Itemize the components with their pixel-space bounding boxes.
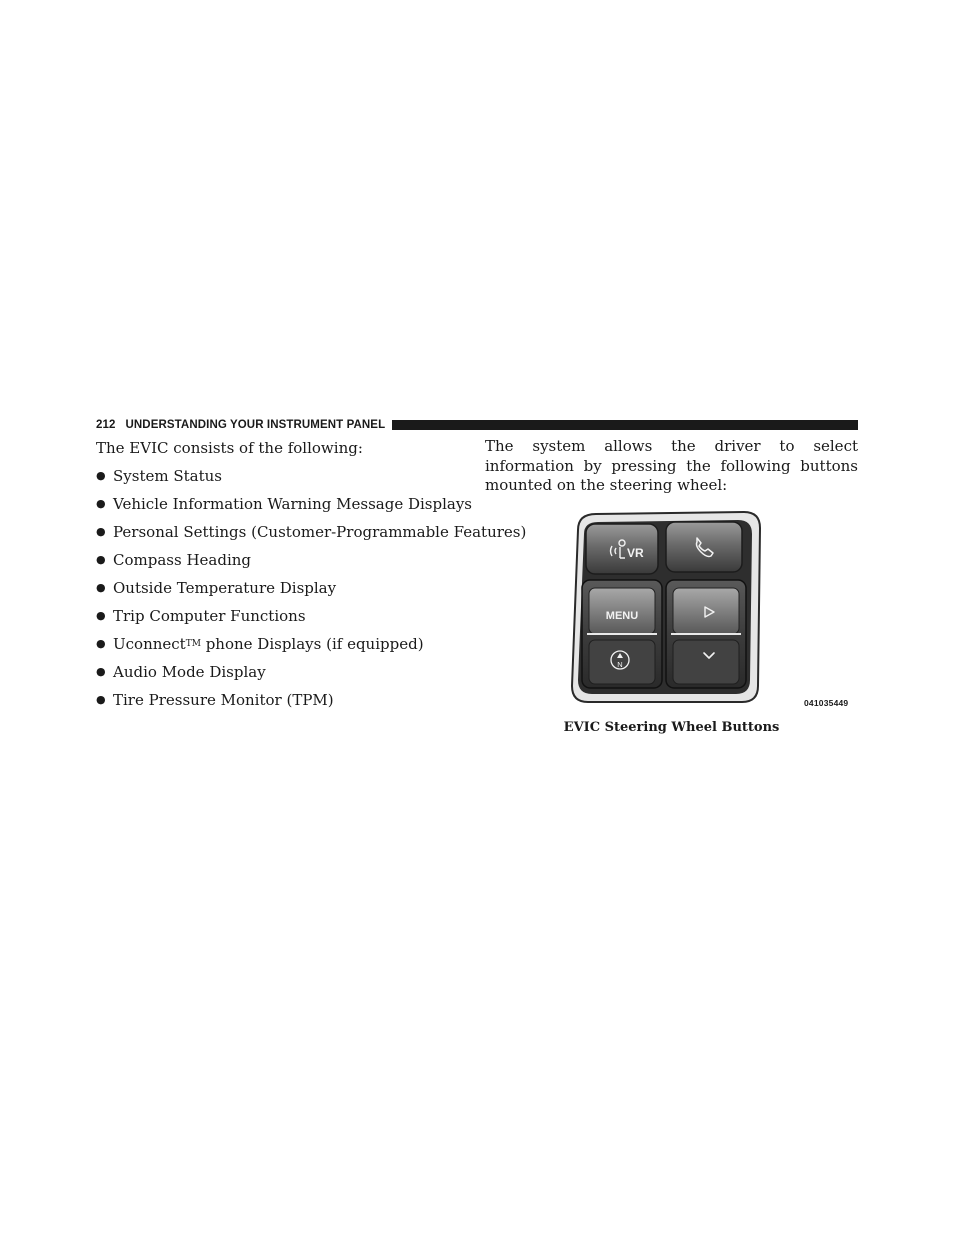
bullet-icon: ● [96, 609, 106, 622]
list-item: ● Uconnect TM phone Displays (if equipped) [96, 633, 476, 661]
evic-feature-list [96, 465, 527, 717]
list-item: ● Personal Settings (Customer-Programmable Features) [96, 521, 476, 549]
bullet-icon: ● [96, 637, 106, 650]
page-header [96, 417, 858, 433]
menu-label: MENU [605, 610, 639, 622]
steering-wheel-buttons-illustration [566, 508, 766, 708]
bullet-icon: ● [96, 469, 106, 482]
figure-caption: EVIC Steering Wheel Buttons [563, 720, 780, 735]
bullet-icon: ● [96, 497, 106, 510]
list-item: ● Audio Mode Display [96, 661, 476, 689]
bullet-icon: ● [96, 553, 106, 566]
list-item: ● Trip Computer Functions [96, 605, 476, 633]
header-rule [392, 420, 858, 430]
compass-north-label: N [617, 660, 623, 669]
bullet-icon: ● [96, 665, 106, 678]
steering-wheel-paragraph: The system allows the driver to select information by pressing the following buttons mounted on the steering wheel: [485, 437, 858, 494]
list-item: ● Tire Pressure Monitor (TPM) [96, 689, 476, 717]
figure-code: 041035449 [804, 698, 849, 708]
trademark-mark: TM [185, 639, 201, 649]
list-item: ● System Status [96, 465, 476, 493]
section-title: UNDERSTANDING YOUR INSTRUMENT PANEL [125, 419, 386, 431]
left-column [96, 437, 527, 717]
uconnect-label: Uconnect [113, 635, 186, 653]
bullet-icon: ● [96, 693, 106, 706]
page-number: 212 [96, 419, 116, 431]
intro-text: The EVIC consists of the following: [96, 439, 363, 457]
steering-wheel-buttons-figure [566, 508, 766, 708]
bullet-icon: ● [96, 581, 106, 594]
bullet-icon: ● [96, 525, 106, 538]
list-item: ● Outside Temperature Display [96, 577, 476, 605]
right-column [485, 437, 858, 496]
vr-label: VR [627, 546, 644, 560]
list-item: ● Vehicle Information Warning Message Displays [96, 493, 476, 521]
list-item: ● Compass Heading [96, 549, 476, 577]
